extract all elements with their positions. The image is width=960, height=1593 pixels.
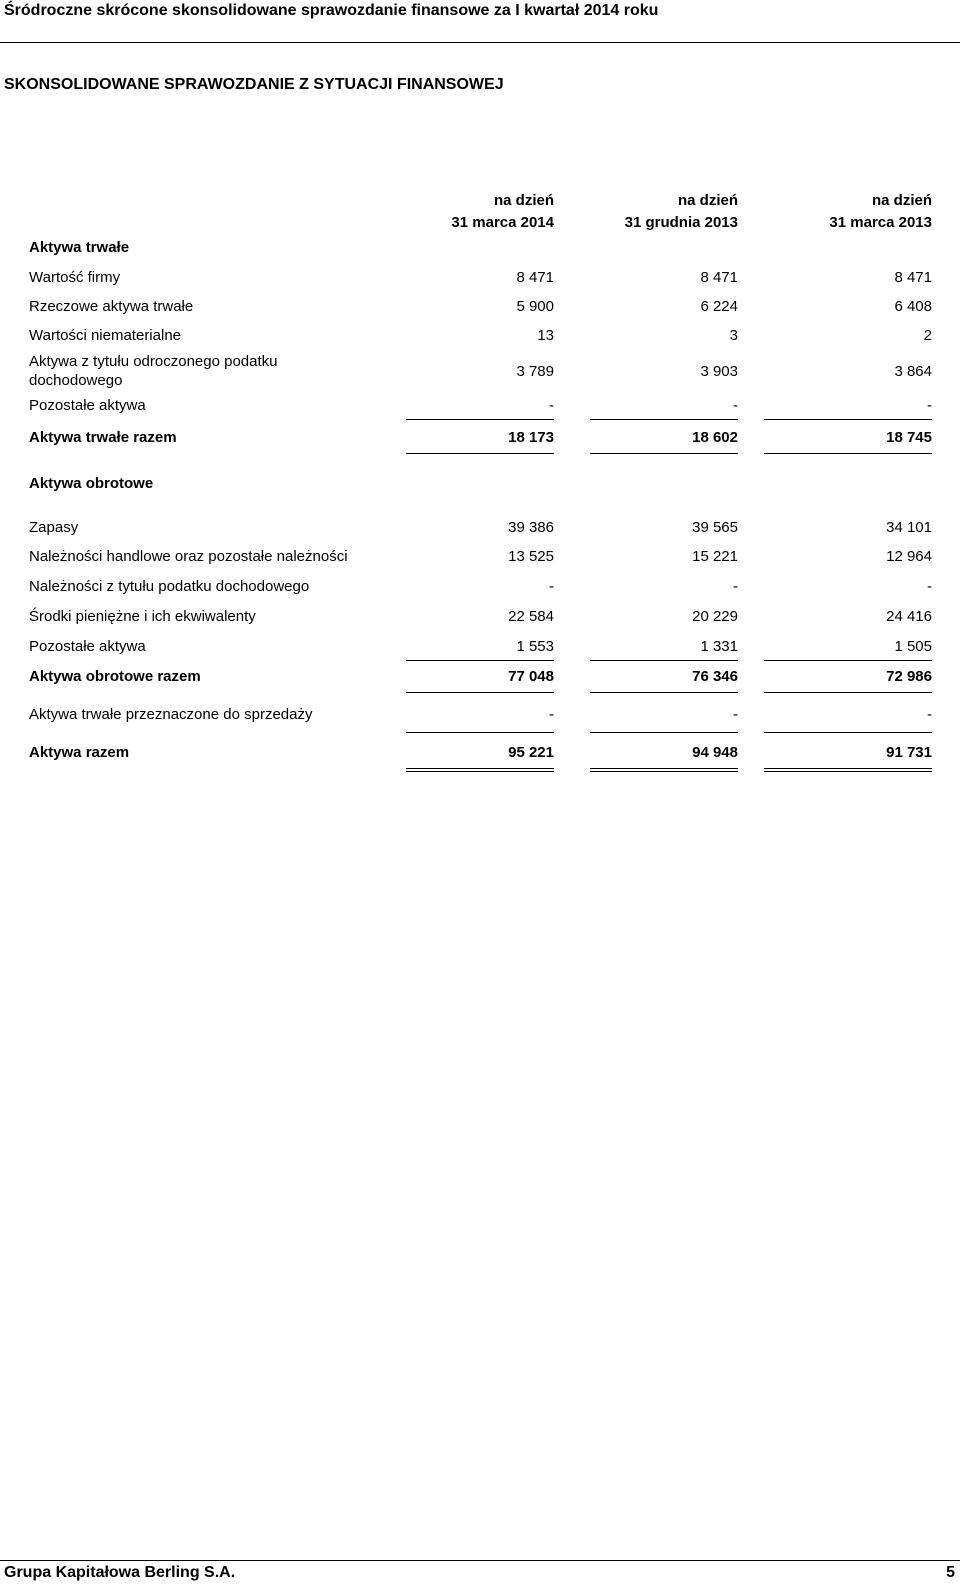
row-value-col3: 6 408 [894, 298, 932, 315]
row-label: Pozostałe aktywa [29, 397, 146, 414]
total-label-current-assets: Aktywa obrotowe razem [29, 668, 201, 685]
col-2-line1: na dzień [677, 192, 738, 209]
row-value-col3: 3 864 [894, 363, 932, 380]
row-value-col2: - [733, 397, 738, 414]
total-label-fixed-assets: Aktywa trwałe razem [29, 429, 177, 446]
row-value-col2: 6 224 [700, 298, 738, 315]
section-heading-fixed-assets: Aktywa trwałe [29, 239, 130, 256]
double-rule-bottom [764, 771, 932, 772]
total-value-col3: 18 745 [886, 429, 932, 446]
row-value-col1: 3 789 [516, 363, 554, 380]
double-rule-top [764, 768, 932, 769]
row-value-col3: - [927, 397, 932, 414]
row-label: Zapasy [29, 519, 79, 536]
col-3-line1: na dzień [871, 192, 932, 209]
col-3-line2: 31 marca 2013 [829, 214, 932, 231]
footer-company: Grupa Kapitałowa Berling S.A. [4, 1564, 236, 1581]
total-rule [590, 692, 738, 693]
subtotal-rule [406, 732, 554, 733]
grand-total-value-col2: 94 948 [692, 744, 738, 761]
row-label: Wartość firmy [29, 269, 121, 286]
row-label: Należności handlowe oraz pozostałe należności [29, 548, 348, 565]
row-value-col1: - [549, 578, 554, 595]
subtotal-rule [764, 732, 932, 733]
subtotal-rule [406, 660, 554, 661]
col-2-line2: 31 grudnia 2013 [624, 214, 738, 231]
footer-rule [0, 1560, 960, 1561]
row-value-col1: 8 471 [516, 269, 554, 286]
row-value-col3: 34 101 [886, 519, 932, 536]
row-value-col3: - [927, 706, 932, 723]
row-value-col3: 2 [923, 327, 932, 344]
row-value-col2: 8 471 [700, 269, 738, 286]
total-rule [406, 692, 554, 693]
row-value-col2: - [733, 578, 738, 595]
row-label: Pozostałe aktywa [29, 638, 146, 655]
page-number: 5 [946, 1564, 955, 1581]
row-value-col3: 8 471 [894, 269, 932, 286]
total-rule [764, 453, 932, 454]
report-header-title: Śródroczne skrócone skonsolidowane sprawozdanie finansowe za I kwartał 2014 roku [4, 2, 659, 19]
subtotal-rule [406, 419, 554, 420]
double-rule-bottom [406, 771, 554, 772]
row-value-col2: - [733, 706, 738, 723]
row-label: Aktywa z tytułu odroczonego podatku [29, 353, 278, 370]
subtotal-rule [590, 419, 738, 420]
row-label: Należności z tytułu podatku dochodowego [29, 578, 310, 595]
row-value-col1: 5 900 [516, 298, 554, 315]
double-rule-top [406, 768, 554, 769]
row-value-col1: 13 [537, 327, 554, 344]
col-1-line1: na dzień [493, 192, 554, 209]
row-label: Wartości niematerialne [29, 327, 181, 344]
total-rule [764, 692, 932, 693]
header-rule [0, 42, 960, 43]
row-value-col2: 1 331 [700, 638, 738, 655]
row-value-col2: 3 [729, 327, 738, 344]
row-value-col1: - [549, 706, 554, 723]
row-value-col2: 39 565 [692, 519, 738, 536]
row-value-col2: 20 229 [692, 608, 738, 625]
subtotal-rule [590, 732, 738, 733]
subtotal-rule [764, 660, 932, 661]
grand-total-value-col1: 95 221 [508, 744, 554, 761]
row-value-col1: 39 386 [508, 519, 554, 536]
row-value-col2: 3 903 [700, 363, 738, 380]
row-label-continued: dochodowego [29, 372, 123, 389]
row-label: Środki pieniężne i ich ekwiwalenty [29, 608, 256, 625]
row-value-col1: 22 584 [508, 608, 554, 625]
row-value-col2: 15 221 [692, 548, 738, 565]
total-value-col2: 76 346 [692, 668, 738, 685]
row-value-col1: 13 525 [508, 548, 554, 565]
section-heading-current-assets: Aktywa obrotowe [29, 475, 154, 492]
total-rule [590, 453, 738, 454]
row-value-col3: - [927, 578, 932, 595]
row-label: Rzeczowe aktywa trwałe [29, 298, 194, 315]
total-value-col2: 18 602 [692, 429, 738, 446]
row-value-col3: 12 964 [886, 548, 932, 565]
statement-title: SKONSOLIDOWANE SPRAWOZDANIE Z SYTUACJI FINANSOWEJ [4, 76, 504, 93]
subtotal-rule [764, 419, 932, 420]
subtotal-rule [590, 660, 738, 661]
total-value-col3: 72 986 [886, 668, 932, 685]
grand-total-label: Aktywa razem [29, 744, 130, 761]
row-value-col3: 1 505 [894, 638, 932, 655]
row-value-col1: 1 553 [516, 638, 554, 655]
total-value-col1: 18 173 [508, 429, 554, 446]
row-value-col1: - [549, 397, 554, 414]
grand-total-value-col3: 91 731 [886, 744, 932, 761]
row-value-col3: 24 416 [886, 608, 932, 625]
col-1-line2: 31 marca 2014 [451, 214, 554, 231]
total-value-col1: 77 048 [508, 668, 554, 685]
double-rule-top [590, 768, 738, 769]
total-rule [406, 453, 554, 454]
row-label-held-for-sale: Aktywa trwałe przeznaczone do sprzedaży [29, 706, 313, 723]
double-rule-bottom [590, 771, 738, 772]
